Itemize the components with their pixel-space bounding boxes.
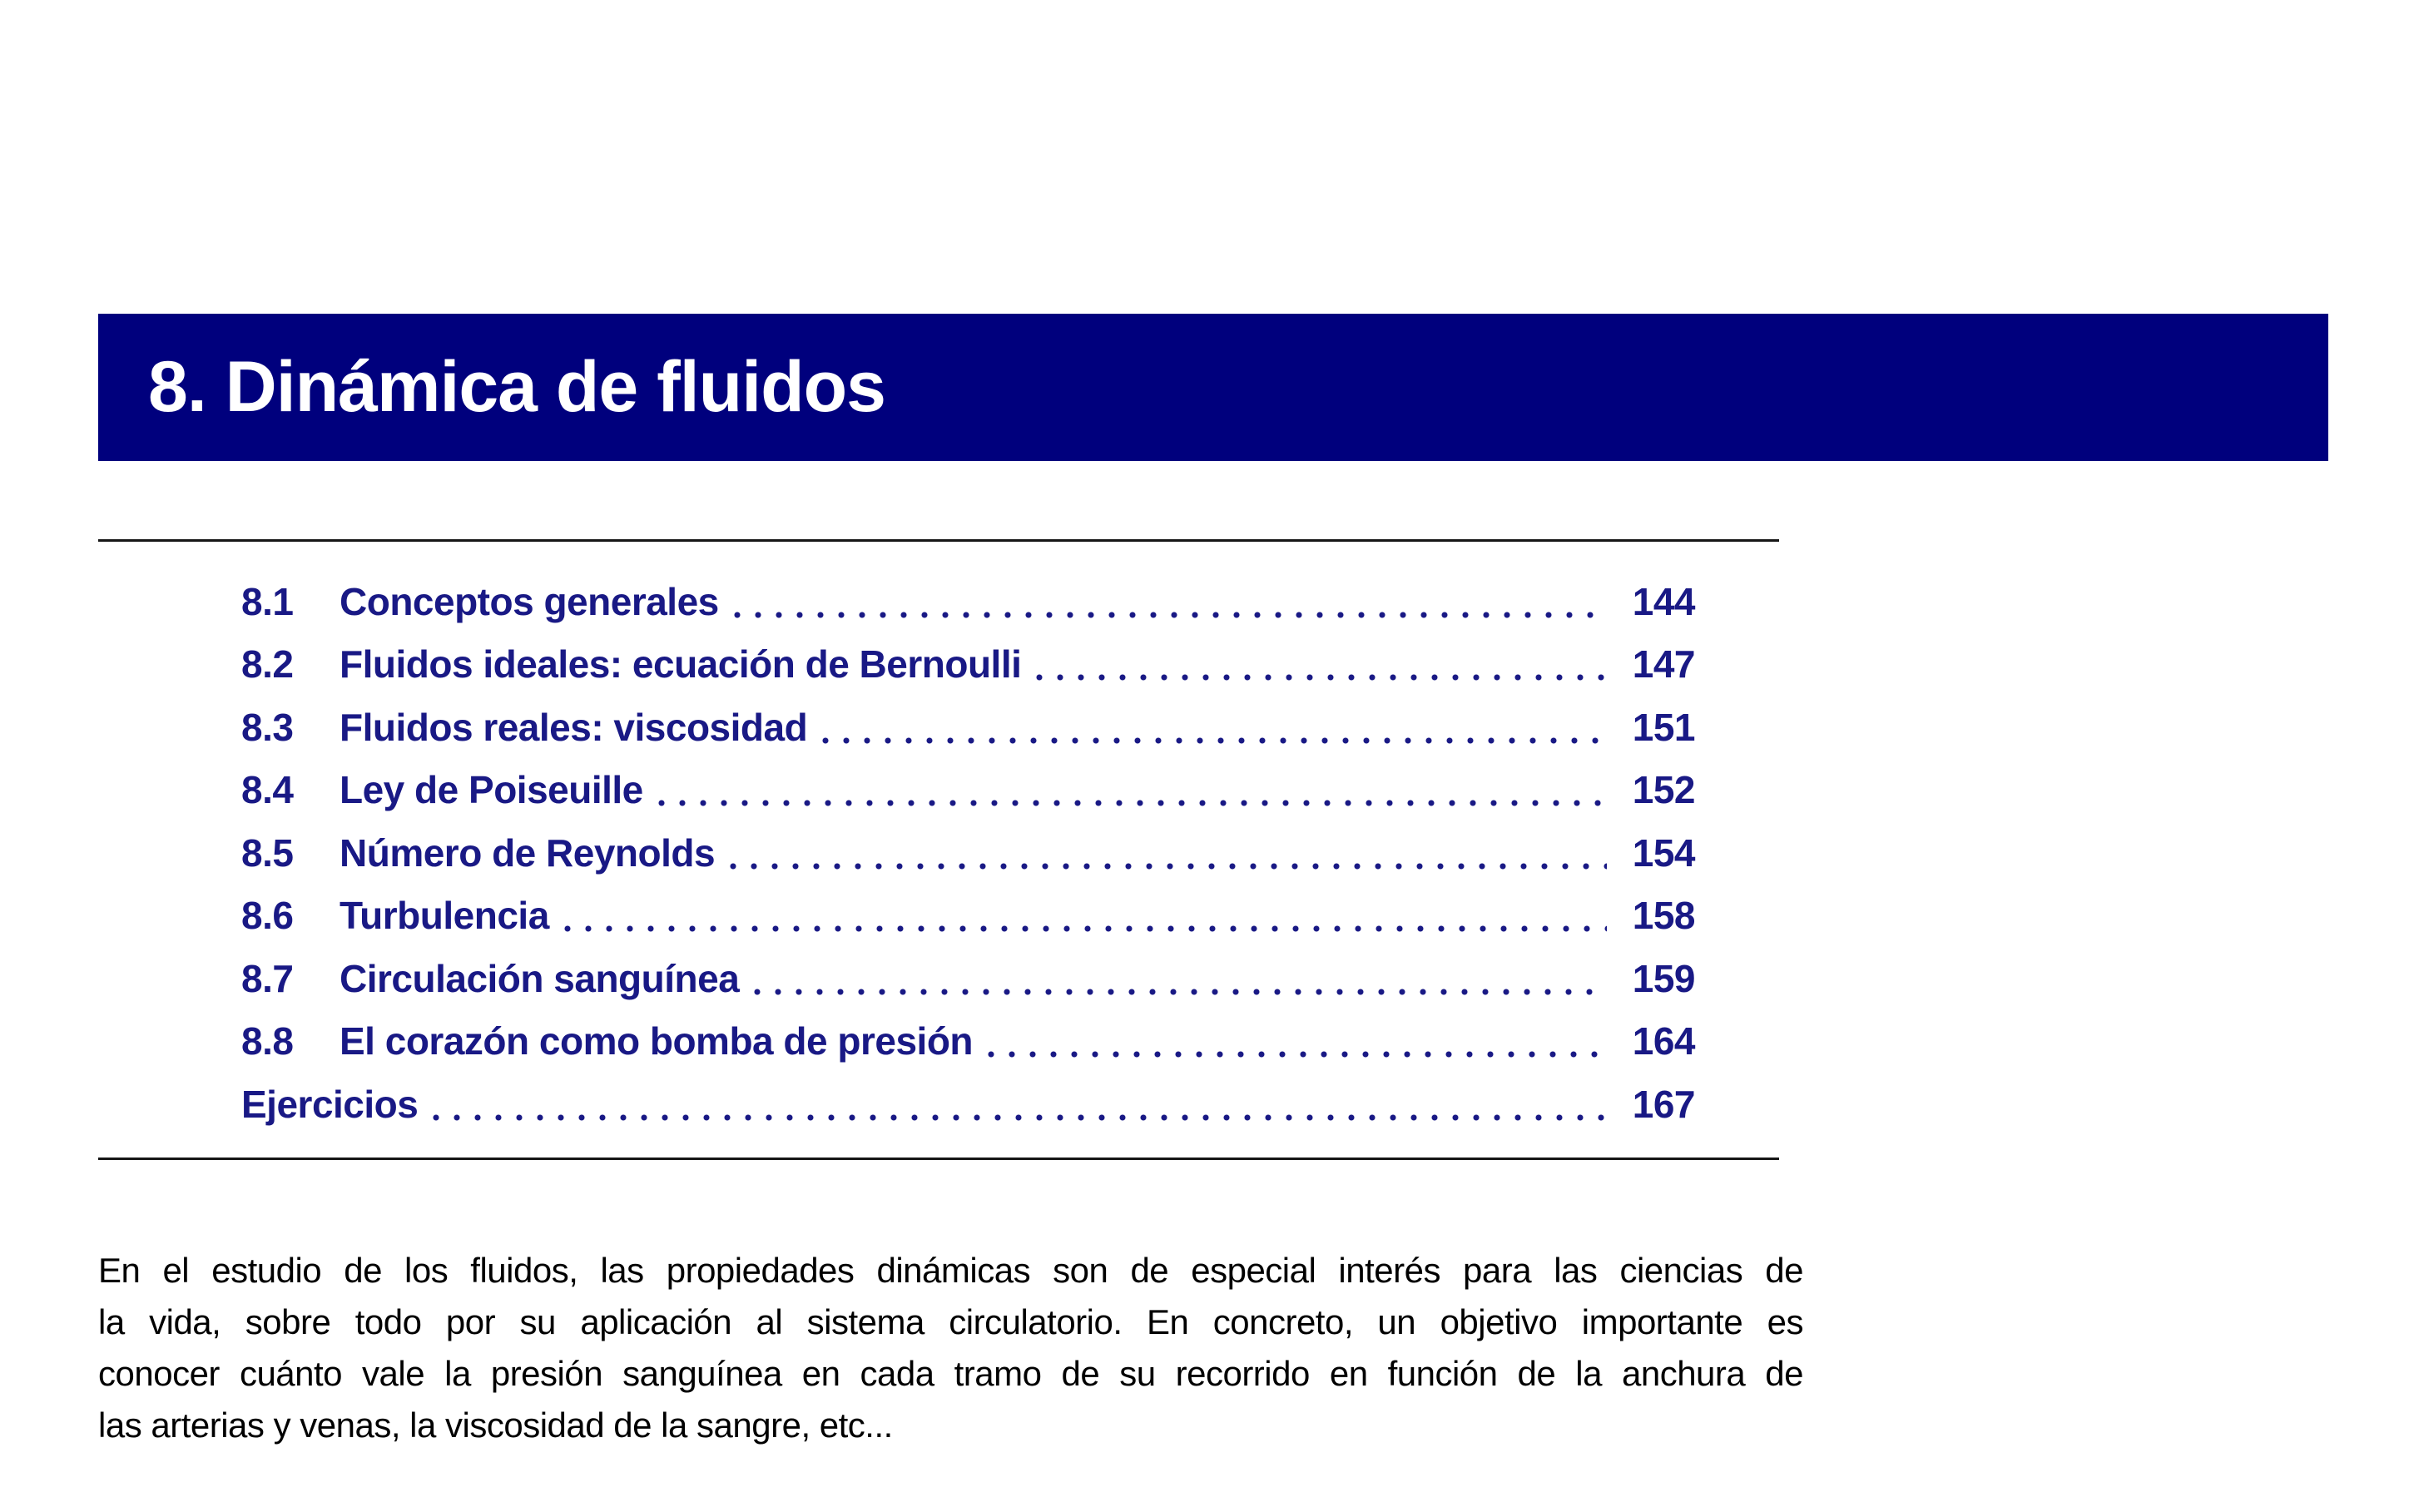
- toc-leader-dots: [754, 989, 1607, 997]
- toc-entry-label: Número de Reynolds: [340, 830, 716, 875]
- toc-entry-label: El corazón como bomba de presión: [340, 1019, 974, 1063]
- toc-entry-number: 8.6: [241, 894, 294, 938]
- toc-entry-label: Fluidos ideales: ecuación de Bernoulli: [340, 642, 1022, 687]
- toc-leader-dots: [1036, 674, 1607, 682]
- toc-entry-label: Circulación sanguínea: [340, 956, 740, 1000]
- intro-line: las arterias y venas, la viscosidad de la sangre, etc...: [98, 1405, 893, 1445]
- toc-entry-8-3[interactable]: [241, 696, 1695, 759]
- toc-entry-number: 8.3: [241, 705, 294, 749]
- divider-top: [98, 539, 1779, 542]
- toc-leader-dots: [658, 800, 1607, 808]
- toc-entry-label: Turbulencia: [340, 894, 549, 938]
- toc-entry-number: 8.7: [241, 956, 294, 1000]
- toc-leader-dots: [730, 863, 1607, 871]
- chapter-title: 8. Dinámica de fluidos: [148, 347, 885, 427]
- toc-entry-number: 8.4: [241, 768, 294, 812]
- toc-entry-page: 151: [1632, 705, 1695, 749]
- toc-entry-number: 8.8: [241, 1019, 294, 1063]
- toc-entry-8-4[interactable]: [241, 759, 1695, 822]
- toc-entry-label: Conceptos generales: [340, 579, 719, 623]
- intro-line: En el estudio de los fluidos, las propiedades dinámicas son de especial interés para las ciencias de: [98, 1251, 1803, 1290]
- toc-entry-number: 8.2: [241, 642, 294, 687]
- toc-leader-dots: [734, 612, 1607, 620]
- intro-line: la vida, sobre todo por su aplicación al sistema circulatorio. En concreto, un objetivo importante es: [98, 1302, 1803, 1341]
- toc-entry-ejercicios[interactable]: [241, 1073, 1695, 1136]
- toc-entry-label: Fluidos reales: viscosidad: [340, 705, 808, 749]
- toc-entry-label: Ejercicios: [241, 1082, 419, 1126]
- toc-entry-8-6[interactable]: [241, 885, 1695, 948]
- toc-entry-8-5[interactable]: [241, 821, 1695, 885]
- toc-leader-dots: [988, 1051, 1607, 1059]
- toc-entry-page: 154: [1632, 830, 1695, 875]
- toc-entry-page: 152: [1632, 768, 1695, 812]
- toc-entry-number: 8.5: [241, 830, 294, 875]
- intro-paragraph: [98, 1245, 1803, 1451]
- table-of-contents: [241, 570, 1695, 1136]
- divider-bottom: [98, 1158, 1779, 1160]
- toc-leader-dots: [433, 1114, 1607, 1123]
- intro-line: conocer cuánto vale la presión sanguínea en cada tramo de su recorrido en función de la anchura de: [98, 1354, 1803, 1393]
- toc-entry-page: 147: [1632, 642, 1695, 687]
- toc-entry-page: 144: [1632, 579, 1695, 623]
- toc-entry-page: 158: [1632, 894, 1695, 938]
- toc-entry-page: 164: [1632, 1019, 1695, 1063]
- toc-entry-8-7[interactable]: [241, 947, 1695, 1010]
- toc-entry-8-1[interactable]: [241, 570, 1695, 633]
- toc-leader-dots: [822, 737, 1607, 746]
- toc-leader-dots: [564, 925, 1607, 934]
- toc-entry-page: 167: [1632, 1082, 1695, 1126]
- toc-entry-8-2[interactable]: [241, 633, 1695, 697]
- toc-entry-page: 159: [1632, 956, 1695, 1000]
- chapter-banner: [98, 314, 2328, 461]
- toc-entry-label: Ley de Poiseuille: [340, 768, 643, 812]
- toc-entry-8-8[interactable]: [241, 1010, 1695, 1073]
- toc-entry-number: 8.1: [241, 579, 294, 623]
